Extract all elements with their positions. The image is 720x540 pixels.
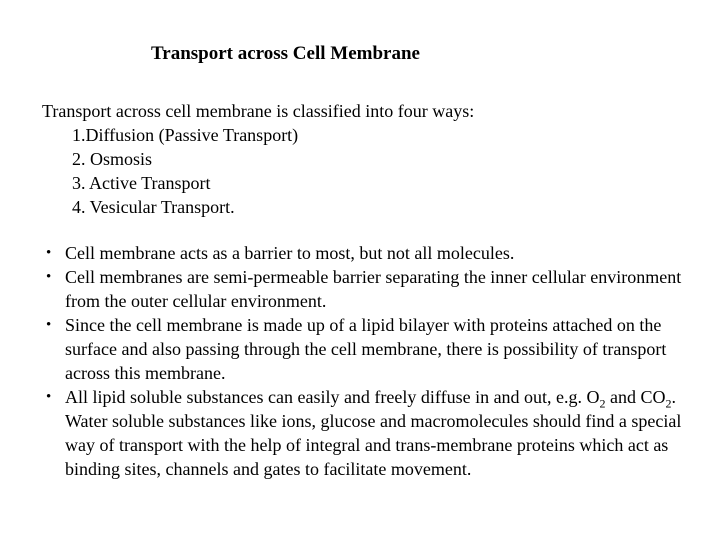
bullet-item bbox=[46, 241, 720, 265]
numbered-list bbox=[72, 123, 720, 219]
bullet-dot-icon: • bbox=[46, 269, 52, 285]
bullet-dot-icon: • bbox=[46, 245, 52, 261]
bullet-segment: . Water soluble substances like ions, glucose and macromolecules should find a special way of transport with the help of integral and trans-membrane proteins which act as binding sites, channels and gates to facilitate movement. bbox=[65, 387, 682, 479]
subscript-o2: 2 bbox=[599, 396, 606, 411]
slide-title: Transport across Cell Membrane bbox=[151, 43, 420, 64]
numbered-item-vesicular-transport: 4. Vesicular Transport. bbox=[72, 197, 235, 217]
bullet-segment: All lipid soluble substances can easily and freely diffuse in and out, e.g. O bbox=[65, 387, 600, 407]
numbered-item-active-transport: 3. Active Transport bbox=[72, 173, 211, 193]
bullet-list bbox=[46, 241, 720, 481]
bullet-item bbox=[46, 313, 720, 385]
bullet-text-semi-permeable: Cell membranes are semi-permeable barrier separating the inner cellular environment from the outer cellular environment. bbox=[65, 267, 682, 311]
bullet-text-soluble-substances bbox=[65, 385, 707, 481]
bullet-dot-icon: • bbox=[46, 317, 52, 333]
intro-paragraph: Transport across cell membrane is classified into four ways: bbox=[42, 101, 475, 121]
bullet-item bbox=[46, 265, 720, 313]
bullet-dot-icon: • bbox=[46, 389, 52, 405]
bullet-segment: and CO bbox=[605, 387, 666, 407]
bullet-item bbox=[46, 385, 720, 481]
numbered-item-diffusion: 1.Diffusion (Passive Transport) bbox=[72, 125, 299, 145]
subscript-co2: 2 bbox=[665, 396, 672, 411]
numbered-item-osmosis: 2. Osmosis bbox=[72, 149, 153, 169]
bullet-text-lipid-bilayer: Since the cell membrane is made up of a lipid bilayer with proteins attached on the surface and also passing through the cell membrane, there is possibility of transport across this membrane. bbox=[65, 315, 667, 383]
bullet-text-barrier: Cell membrane acts as a barrier to most, but not all molecules. bbox=[65, 243, 515, 263]
